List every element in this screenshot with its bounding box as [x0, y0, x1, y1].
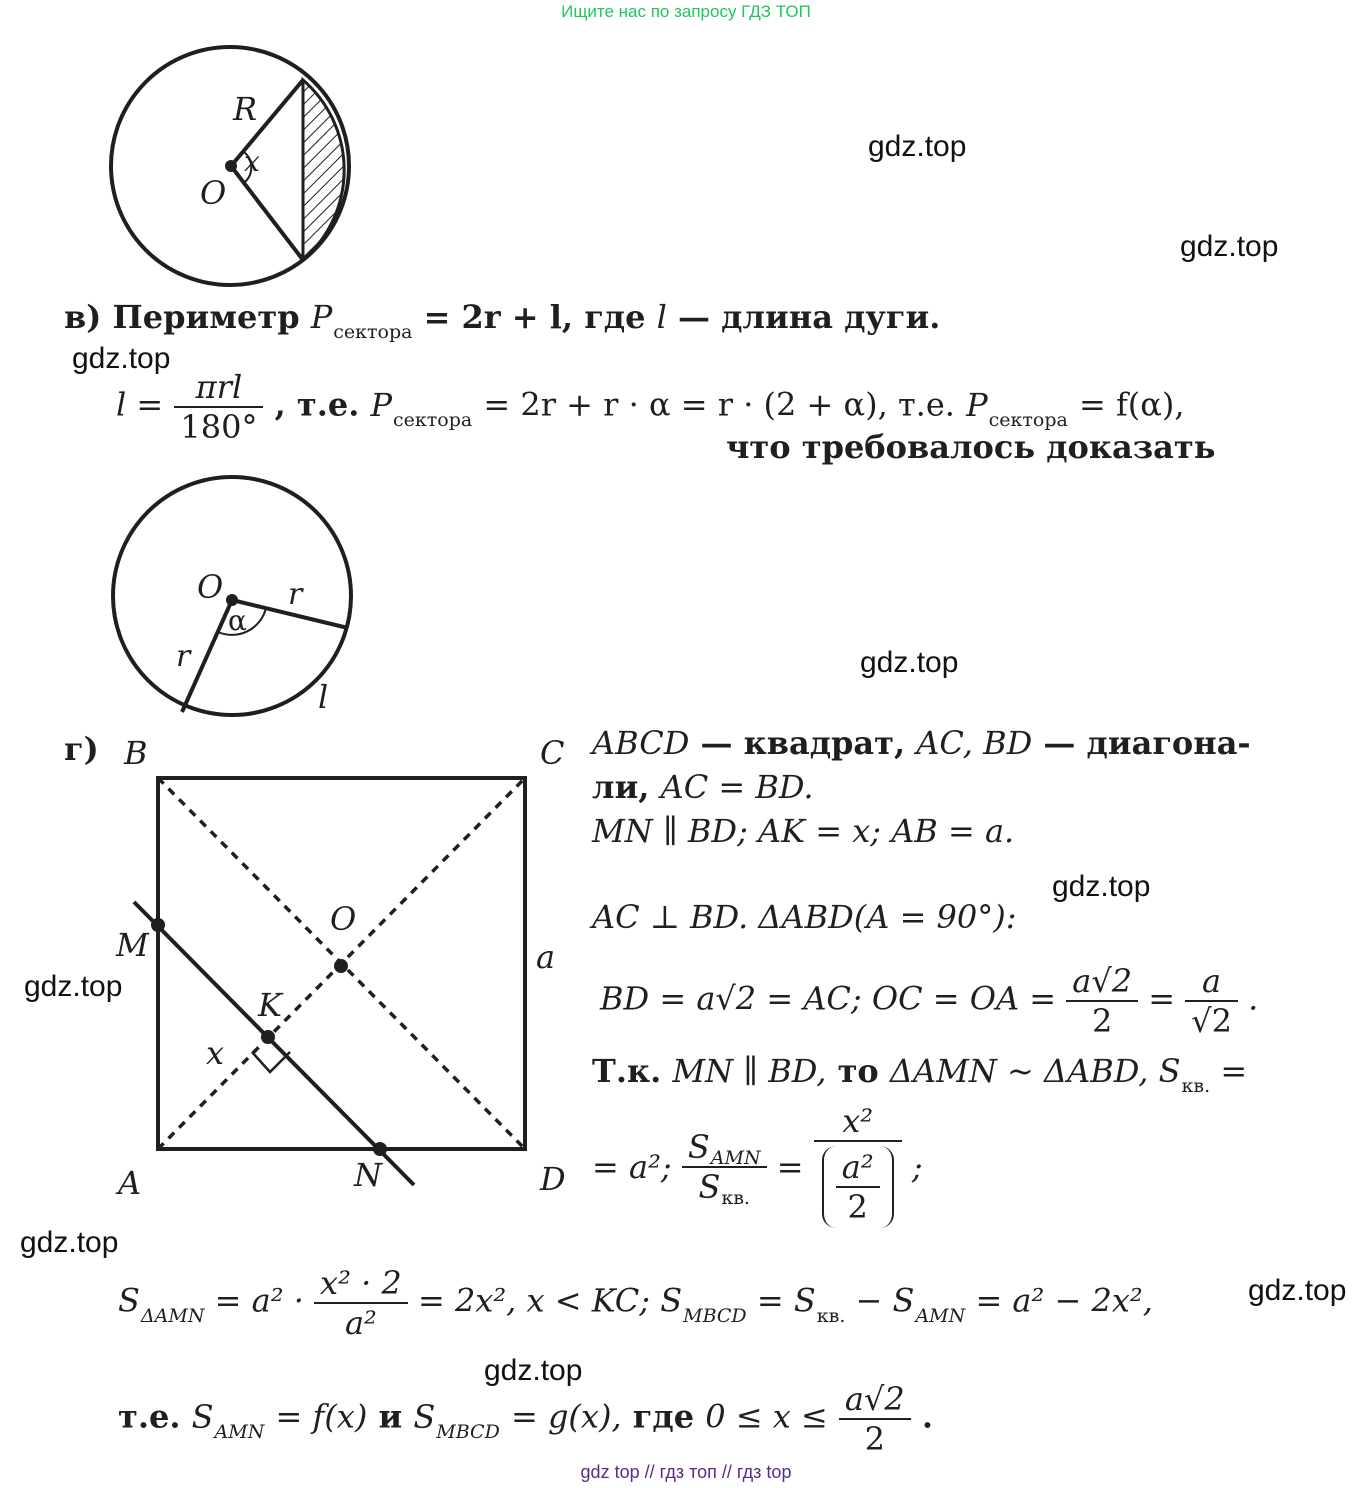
label-C: C [540, 734, 565, 772]
subscript: кв. [1181, 1075, 1211, 1097]
watermark: gdz.top [20, 1226, 119, 1259]
fraction-numerator: a [1202, 962, 1222, 1000]
label-a: a [536, 938, 556, 976]
P-symbol: P [310, 298, 333, 336]
top-banner: Ищите нас по запросу ГДЗ ТОП [561, 2, 811, 21]
label-alpha: α [228, 604, 247, 637]
bottom-line2 [118, 1380, 933, 1458]
text: т.е. [118, 1397, 181, 1436]
part-v-line1 [64, 298, 941, 343]
part-v-text: Периметр [112, 298, 300, 336]
watermark: gdz.top [868, 130, 967, 163]
text: — квадрат, [700, 724, 906, 762]
P-symbol: P [966, 385, 988, 424]
math-text: BD = a√2 = AC; OC = OA = [600, 979, 1057, 1018]
label-O: O [200, 174, 227, 212]
math-text: = a² − 2x², [975, 1281, 1153, 1320]
math-text: = f(x) [275, 1397, 368, 1436]
label-O: O [330, 900, 357, 938]
math-text: ΔAMN ~ ΔABD, S [889, 1052, 1181, 1090]
math-text: − S [855, 1281, 915, 1320]
part-g-marker: г) [64, 730, 99, 768]
point-K [261, 1030, 275, 1044]
fraction [682, 1128, 767, 1209]
fraction-numerator: a² [841, 1148, 874, 1186]
fraction [839, 1380, 911, 1458]
part-v-text: = 2r + r · α = r · (2 + α), т.е. [483, 385, 955, 424]
S-symbol: S [698, 1168, 721, 1206]
part-g-line1 [592, 724, 1251, 762]
fraction [1185, 962, 1238, 1040]
figure-circle-segment [100, 40, 370, 300]
footer-links[interactable]: gdz top // гдз топ // гдз top [580, 1462, 792, 1482]
part-v-text: , т.е. [274, 385, 360, 424]
part-g-line5 [600, 962, 1258, 1040]
point-N [373, 1142, 387, 1156]
watermark: gdz.top [24, 970, 123, 1003]
fraction [314, 1264, 408, 1342]
label-K: K [258, 986, 282, 1024]
subscript: AMN [710, 1147, 761, 1169]
watermark: gdz.top [1052, 870, 1151, 903]
part-g-line7 [592, 1102, 923, 1232]
watermark: gdz.top [1248, 1274, 1347, 1307]
text: и [378, 1397, 403, 1436]
math-text: = 2x², x < KC; S [417, 1281, 683, 1320]
subscript: сектора [393, 408, 473, 431]
label-B: B [124, 734, 148, 772]
watermark: gdz.top [72, 342, 171, 375]
text: Т.к. [592, 1052, 662, 1090]
l-equals: l = [116, 385, 164, 424]
label-r: r [176, 639, 191, 674]
shaded-segment [303, 80, 344, 260]
math-text: ABCD [592, 724, 690, 762]
part-v-text: — длина дуги. [678, 298, 941, 336]
part-g-line2 [592, 768, 814, 806]
fraction [1066, 962, 1138, 1040]
S-symbol: S [191, 1397, 214, 1436]
label-l: l [318, 678, 329, 716]
subscript: сектора [333, 321, 413, 343]
part-g-line4: AC ⊥ BD. ΔABD(A = 90°): [592, 898, 1017, 936]
math-text: = [1210, 1052, 1248, 1090]
center-point [225, 160, 237, 172]
fraction-numerator: x² [842, 1102, 874, 1140]
label-x: x [206, 1034, 225, 1072]
radius-line [231, 166, 303, 260]
math-text: . [1248, 979, 1259, 1018]
text: . [921, 1397, 933, 1436]
math-text: MN ∥ BD, [672, 1052, 827, 1090]
figure-square [100, 730, 580, 1210]
part-v-text: = 2r + l, где [423, 298, 646, 336]
fraction-denominator: 2 [839, 1418, 911, 1458]
math-text: = g(x), [510, 1397, 622, 1436]
fraction [814, 1102, 902, 1232]
inner-fraction [836, 1148, 880, 1226]
label-r: r [288, 577, 303, 612]
fraction-numerator: πrl [195, 368, 243, 406]
label-D: D [540, 1160, 566, 1198]
subscript: AMN [915, 1304, 966, 1327]
label-M: M [116, 926, 149, 964]
P-symbol: P [370, 385, 392, 424]
subscript: сектора [988, 408, 1068, 431]
subscript: MBCD [436, 1420, 500, 1443]
label-O: O [197, 568, 224, 606]
math-text: 0 ≤ x ≤ [705, 1397, 828, 1436]
text: ли, [592, 768, 650, 806]
text: где [632, 1397, 695, 1436]
figure-circle-sector [100, 470, 370, 730]
part-v-text: = f(α), [1078, 385, 1185, 424]
math-text: AC = BD. [660, 768, 814, 806]
point-O [334, 959, 348, 973]
part-g-line6 [592, 1052, 1248, 1097]
part-g-line3: MN ∥ BD; AK = x; AB = a. [592, 812, 1015, 850]
math-text: = a²; [592, 1148, 672, 1186]
watermark: gdz.top [860, 646, 959, 679]
fraction-denominator: 180° [174, 406, 263, 446]
fraction-numerator: x² · 2 [320, 1264, 402, 1302]
subscript: кв. [816, 1304, 846, 1327]
point-M [151, 918, 165, 932]
math-text: = [1148, 979, 1176, 1018]
subscript: MBCD [683, 1304, 747, 1327]
fraction [174, 368, 263, 446]
S-symbol: S [118, 1281, 140, 1320]
watermark: gdz.top [1180, 230, 1279, 263]
math-text: = a² · [214, 1281, 304, 1320]
fraction-numerator: a√2 [844, 1380, 905, 1418]
math-text: = [776, 1148, 804, 1186]
label-A: A [118, 1164, 142, 1202]
fraction-denominator: 2 [836, 1186, 880, 1226]
math-text: AC, BD [916, 724, 1033, 762]
math-text: ; [911, 1148, 923, 1186]
subscript: ΔAMN [140, 1304, 205, 1327]
label-N: N [354, 1156, 382, 1194]
fraction-numerator: a√2 [1072, 962, 1133, 1000]
label-x: x [244, 145, 260, 178]
watermark: gdz.top [484, 1354, 583, 1387]
line-MN [134, 902, 414, 1185]
S-symbol: S [687, 1128, 710, 1166]
text: то [837, 1052, 879, 1090]
part-v-line3: что требовалось доказать [726, 428, 1216, 466]
fraction-denominator: 2 [1066, 1000, 1138, 1040]
subscript: AMN [214, 1420, 265, 1443]
part-v-marker: в) [64, 298, 102, 336]
fraction-denominator: a² [314, 1302, 408, 1342]
S-symbol: S [413, 1397, 436, 1436]
fraction-denominator: √2 [1185, 1000, 1238, 1040]
l-symbol: l [656, 298, 667, 336]
subscript: кв. [721, 1187, 750, 1209]
text: — диагона- [1043, 724, 1251, 762]
label-R: R [233, 90, 258, 128]
math-text: = S [756, 1281, 816, 1320]
bottom-line1 [118, 1264, 1153, 1342]
